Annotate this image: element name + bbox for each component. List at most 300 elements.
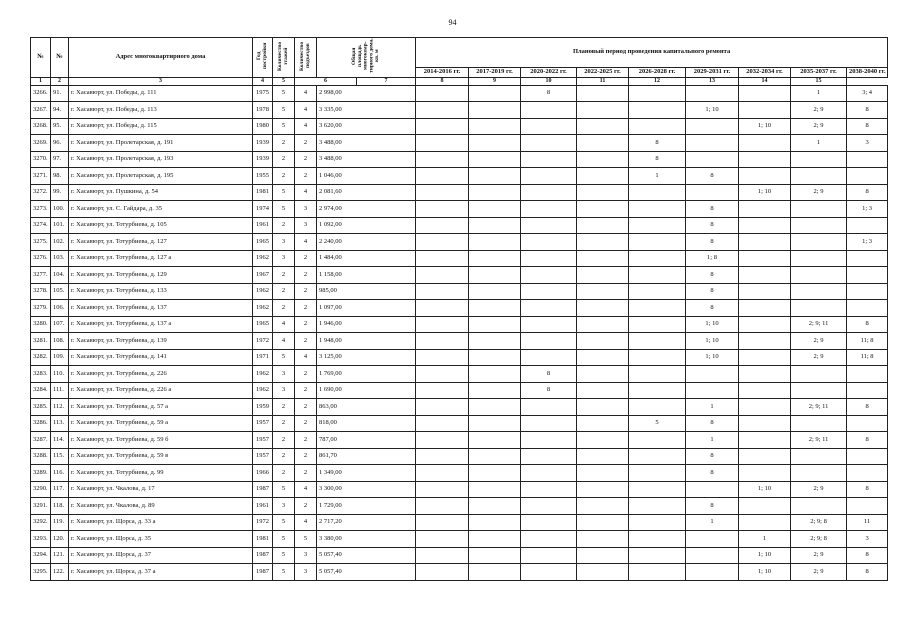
row-number: 3271. [31, 168, 51, 185]
year-cell: 1972 [253, 514, 273, 531]
period-cell [686, 135, 739, 152]
address-cell: г. Хасавюрт, ул. Пролетарская, д. 195 [69, 168, 253, 185]
floors-cell: 5 [273, 547, 295, 564]
period-cell [416, 217, 469, 234]
period-cell: 1; 10 [739, 481, 791, 498]
row-number: 3295. [31, 564, 51, 581]
local-number: 100. [51, 201, 69, 218]
period-cell [416, 102, 469, 119]
column-number: 10 [521, 77, 577, 85]
row-number: 3290. [31, 481, 51, 498]
period-cell: 2; 9; 11 [791, 432, 847, 449]
row-number: 3288. [31, 448, 51, 465]
period-cell [416, 267, 469, 284]
period-cell: 8 [847, 118, 888, 135]
period-cell [629, 267, 686, 284]
period-cell: 8 [847, 102, 888, 119]
address-cell: г. Хасавюрт, ул. Чкалова, д. 89 [69, 498, 253, 515]
year-cell: 1959 [253, 399, 273, 416]
address-cell: г. Хасавюрт, ул. Тотурбиева, д. 137 а [69, 316, 253, 333]
row-number: 3283. [31, 366, 51, 383]
period-cell [416, 118, 469, 135]
period-cell: 3 [847, 531, 888, 548]
period-cell [416, 234, 469, 251]
floors-cell: 2 [273, 399, 295, 416]
area-cell: 3 488,00 [317, 151, 416, 168]
row-number: 3282. [31, 349, 51, 366]
local-number: 121. [51, 547, 69, 564]
period-cell: 1; 10 [686, 333, 739, 350]
period-cell [739, 514, 791, 531]
area-cell: 1 948,00 [317, 333, 416, 350]
table-row [31, 283, 888, 300]
period-cell [791, 382, 847, 399]
address-cell: г. Хасавюрт, ул. Тотурбиева, д. 141 [69, 349, 253, 366]
period-cell [469, 283, 521, 300]
period-cell: 8 [686, 217, 739, 234]
period-cell [521, 547, 577, 564]
period-cell [521, 300, 577, 317]
area-cell: 5 057,40 [317, 547, 416, 564]
period-cell [469, 168, 521, 185]
year-cell: 1981 [253, 184, 273, 201]
period-cell: 3; 4 [847, 85, 888, 102]
period-cell [577, 349, 629, 366]
entrances-cell: 4 [295, 481, 317, 498]
period-cell [739, 432, 791, 449]
period-cell [686, 547, 739, 564]
floors-cell: 5 [273, 531, 295, 548]
entrances-cell: 2 [295, 465, 317, 482]
col-header-period: 2038-2040 гг. [847, 67, 888, 77]
period-cell [791, 201, 847, 218]
period-cell: 2; 9 [791, 118, 847, 135]
period-cell [686, 531, 739, 548]
table-row [31, 498, 888, 515]
period-cell [739, 85, 791, 102]
row-number: 3280. [31, 316, 51, 333]
area-cell: 1 158,00 [317, 267, 416, 284]
column-number: 7 [357, 77, 416, 85]
address-cell: г. Хасавюрт, ул. Тотурбиева, д. 133 [69, 283, 253, 300]
period-cell [577, 399, 629, 416]
period-cell [469, 382, 521, 399]
row-number: 3287. [31, 432, 51, 449]
period-cell: 8 [847, 399, 888, 416]
period-cell [469, 564, 521, 581]
floors-cell: 2 [273, 448, 295, 465]
period-cell [577, 465, 629, 482]
address-cell: г. Хасавюрт, ул. Пролетарская, д. 191 [69, 135, 253, 152]
period-cell [577, 316, 629, 333]
period-cell [521, 267, 577, 284]
period-cell: 8 [686, 234, 739, 251]
table-row [31, 201, 888, 218]
entrances-cell: 2 [295, 168, 317, 185]
period-cell [469, 481, 521, 498]
period-cell: 8 [629, 151, 686, 168]
period-cell [416, 547, 469, 564]
period-cell [577, 448, 629, 465]
period-cell [416, 250, 469, 267]
area-cell: 1 769,00 [317, 366, 416, 383]
table-row [31, 234, 888, 251]
period-cell: 8 [686, 283, 739, 300]
entrances-cell: 2 [295, 415, 317, 432]
address-cell: г. Хасавюрт, ул. Тотурбиева, д. 226 [69, 366, 253, 383]
period-cell: 2; 9 [791, 349, 847, 366]
address-cell: г. Хасавюрт, ул. Тотурбиева, д. 129 [69, 267, 253, 284]
period-cell: 8 [847, 547, 888, 564]
period-cell: 8 [847, 564, 888, 581]
period-cell: 1 [686, 399, 739, 416]
period-cell [739, 366, 791, 383]
entrances-cell: 5 [295, 531, 317, 548]
period-cell [521, 349, 577, 366]
period-cell: 8 [686, 498, 739, 515]
period-cell [791, 267, 847, 284]
period-cell [521, 399, 577, 416]
period-cell [629, 85, 686, 102]
table-row [31, 514, 888, 531]
year-cell: 1961 [253, 217, 273, 234]
period-cell [521, 432, 577, 449]
period-cell [847, 498, 888, 515]
year-cell: 1966 [253, 465, 273, 482]
row-number: 3293. [31, 531, 51, 548]
period-cell [577, 234, 629, 251]
period-cell [577, 547, 629, 564]
period-cell [416, 349, 469, 366]
local-number: 115. [51, 448, 69, 465]
period-cell: 1; 8 [686, 250, 739, 267]
period-cell: 2; 9 [791, 333, 847, 350]
period-cell [577, 366, 629, 383]
period-cell [521, 135, 577, 152]
period-cell: 2; 9 [791, 547, 847, 564]
address-cell: г. Хасавюрт, ул. Щорса, д. 33 а [69, 514, 253, 531]
period-cell: 8 [686, 465, 739, 482]
table-row [31, 564, 888, 581]
period-cell [847, 168, 888, 185]
period-cell: 2; 9 [791, 481, 847, 498]
period-cell [629, 514, 686, 531]
year-cell: 1939 [253, 151, 273, 168]
year-cell: 1962 [253, 366, 273, 383]
period-cell [469, 531, 521, 548]
table-row [31, 267, 888, 284]
local-number: 118. [51, 498, 69, 515]
period-cell [416, 415, 469, 432]
local-number: 91. [51, 85, 69, 102]
area-cell: 3 488,00 [317, 135, 416, 152]
address-cell: г. Хасавюрт, ул. Победы, д. 115 [69, 118, 253, 135]
period-cell [521, 217, 577, 234]
period-cell [416, 168, 469, 185]
period-cell: 11 [847, 514, 888, 531]
period-cell [521, 465, 577, 482]
area-cell: 5 057,40 [317, 564, 416, 581]
period-cell [469, 184, 521, 201]
period-cell [416, 316, 469, 333]
entrances-cell: 2 [295, 399, 317, 416]
col-header-period: 2020-2022 гг. [521, 67, 577, 77]
period-cell: 8 [847, 481, 888, 498]
entrances-cell: 2 [295, 382, 317, 399]
period-cell [521, 234, 577, 251]
table-row [31, 333, 888, 350]
period-cell: 8 [521, 366, 577, 383]
row-number: 3291. [31, 498, 51, 515]
entrances-cell: 3 [295, 547, 317, 564]
column-number: 5 [273, 77, 295, 85]
local-number: 110. [51, 366, 69, 383]
row-number: 3285. [31, 399, 51, 416]
entrances-cell: 3 [295, 564, 317, 581]
floors-cell: 3 [273, 382, 295, 399]
col-header-address: Адрес многоквартирного дома [69, 38, 253, 78]
period-cell [521, 151, 577, 168]
period-cell [791, 168, 847, 185]
table-row [31, 250, 888, 267]
period-cell [791, 465, 847, 482]
period-cell [577, 267, 629, 284]
year-cell: 1972 [253, 333, 273, 350]
period-cell [416, 135, 469, 152]
period-cell [469, 135, 521, 152]
period-cell: 1; 10 [739, 118, 791, 135]
period-cell [791, 250, 847, 267]
year-cell: 1974 [253, 201, 273, 218]
area-cell: 818,00 [317, 415, 416, 432]
period-cell [739, 349, 791, 366]
address-cell: г. Хасавюрт, ул. Победы, д. 111 [69, 85, 253, 102]
table-row [31, 531, 888, 548]
period-cell [791, 234, 847, 251]
year-cell: 1965 [253, 316, 273, 333]
local-number: 105. [51, 283, 69, 300]
row-number: 3274. [31, 217, 51, 234]
period-cell: 3 [847, 135, 888, 152]
period-cell [469, 234, 521, 251]
period-cell: 11; 8 [847, 349, 888, 366]
column-number: 11 [577, 77, 629, 85]
floors-cell: 2 [273, 415, 295, 432]
period-cell [577, 250, 629, 267]
period-cell [577, 531, 629, 548]
period-cell [416, 283, 469, 300]
year-cell: 1981 [253, 531, 273, 548]
period-cell [469, 217, 521, 234]
period-cell [629, 250, 686, 267]
local-number: 104. [51, 267, 69, 284]
entrances-cell: 4 [295, 85, 317, 102]
period-cell [629, 118, 686, 135]
column-number: 15 [791, 77, 847, 85]
column-number: 6 [295, 77, 357, 85]
period-cell [791, 448, 847, 465]
period-cell [739, 382, 791, 399]
col-header-period: 2017-2019 гг. [469, 67, 521, 77]
period-cell: 8 [686, 168, 739, 185]
period-cell: 8 [686, 201, 739, 218]
local-number: 111. [51, 382, 69, 399]
period-cell [416, 564, 469, 581]
year-cell: 1961 [253, 498, 273, 515]
period-cell [469, 333, 521, 350]
period-cell [629, 349, 686, 366]
area-cell: 3 620,00 [317, 118, 416, 135]
period-cell [739, 201, 791, 218]
area-cell: 1 690,00 [317, 382, 416, 399]
period-cell [469, 366, 521, 383]
period-cell [791, 415, 847, 432]
column-number: 13 [686, 77, 739, 85]
period-cell [577, 135, 629, 152]
local-number: 116. [51, 465, 69, 482]
entrances-cell: 2 [295, 283, 317, 300]
col-header-no2: № [51, 38, 69, 78]
period-cell [629, 201, 686, 218]
row-number: 3266. [31, 85, 51, 102]
col-header-period: 2026-2028 гг. [629, 67, 686, 77]
col-header-period: 2029-2031 гг. [686, 67, 739, 77]
row-number: 3292. [31, 514, 51, 531]
area-cell: 3 300,00 [317, 481, 416, 498]
row-number: 3272. [31, 184, 51, 201]
year-cell: 1967 [253, 267, 273, 284]
period-cell [521, 184, 577, 201]
column-number: 12 [629, 77, 686, 85]
column-number: 2 [51, 77, 69, 85]
area-cell: 1 484,00 [317, 250, 416, 267]
period-cell [416, 514, 469, 531]
col-header-no1: № [31, 38, 51, 78]
period-cell [791, 283, 847, 300]
period-cell [629, 399, 686, 416]
local-number: 109. [51, 349, 69, 366]
row-number: 3273. [31, 201, 51, 218]
floors-cell: 5 [273, 102, 295, 119]
year-cell: 1965 [253, 234, 273, 251]
local-number: 112. [51, 399, 69, 416]
entrances-cell: 2 [295, 135, 317, 152]
period-cell [577, 514, 629, 531]
row-number: 3268. [31, 118, 51, 135]
period-cell [469, 498, 521, 515]
floors-cell: 3 [273, 366, 295, 383]
period-cell [577, 217, 629, 234]
period-cell [521, 283, 577, 300]
period-cell [469, 201, 521, 218]
local-number: 113. [51, 415, 69, 432]
period-cell [577, 498, 629, 515]
local-number: 97. [51, 151, 69, 168]
local-number: 99. [51, 184, 69, 201]
period-cell [629, 316, 686, 333]
floors-cell: 5 [273, 514, 295, 531]
floors-cell: 4 [273, 333, 295, 350]
period-cell [577, 151, 629, 168]
period-cell [739, 151, 791, 168]
period-cell: 1 [739, 531, 791, 548]
year-cell: 1987 [253, 564, 273, 581]
entrances-cell: 2 [295, 316, 317, 333]
address-cell: г. Хасавюрт, ул. Победы, д. 113 [69, 102, 253, 119]
period-cell: 8 [686, 415, 739, 432]
period-cell [629, 432, 686, 449]
period-cell [577, 168, 629, 185]
local-number: 108. [51, 333, 69, 350]
period-cell [521, 498, 577, 515]
area-cell: 2 240,00 [317, 234, 416, 251]
period-cell [791, 151, 847, 168]
local-number: 122. [51, 564, 69, 581]
period-cell [739, 217, 791, 234]
floors-cell: 5 [273, 201, 295, 218]
floors-cell: 5 [273, 481, 295, 498]
period-cell [577, 300, 629, 317]
period-cell [629, 283, 686, 300]
floors-cell: 2 [273, 432, 295, 449]
year-cell: 1955 [253, 168, 273, 185]
period-cell [739, 333, 791, 350]
period-cell [416, 432, 469, 449]
period-cell [791, 300, 847, 317]
period-cell [521, 168, 577, 185]
period-cell [791, 366, 847, 383]
entrances-cell: 4 [295, 514, 317, 531]
period-cell [521, 333, 577, 350]
period-cell [521, 201, 577, 218]
address-cell: г. Хасавюрт, ул. Щорса, д. 37 а [69, 564, 253, 581]
period-cell [521, 118, 577, 135]
period-cell [577, 564, 629, 581]
address-cell: г. Хасавюрт, ул. Щорса, д. 35 [69, 531, 253, 548]
period-cell [521, 102, 577, 119]
period-cell [686, 151, 739, 168]
floors-cell: 2 [273, 465, 295, 482]
period-cell [577, 333, 629, 350]
period-cell [469, 267, 521, 284]
area-cell: 2 081,60 [317, 184, 416, 201]
column-number: 8 [416, 77, 469, 85]
entrances-cell: 2 [295, 267, 317, 284]
period-cell: 8 [686, 448, 739, 465]
period-cell: 2; 9 [791, 102, 847, 119]
entrances-cell: 2 [295, 250, 317, 267]
area-cell: 787,00 [317, 432, 416, 449]
col-header-entrances: Количество подъездов [295, 38, 317, 78]
period-cell [686, 564, 739, 581]
local-number: 94. [51, 102, 69, 119]
period-cell [629, 184, 686, 201]
period-cell [739, 234, 791, 251]
period-cell: 11; 8 [847, 333, 888, 350]
period-cell [416, 465, 469, 482]
table-row [31, 465, 888, 482]
period-cell [847, 448, 888, 465]
period-cell [577, 102, 629, 119]
table-row [31, 135, 888, 152]
local-number: 103. [51, 250, 69, 267]
address-cell: г. Хасавюрт, ул. Тотурбиева, д. 139 [69, 333, 253, 350]
period-cell [629, 481, 686, 498]
period-cell [847, 366, 888, 383]
period-cell: 2; 9; 11 [791, 399, 847, 416]
year-cell: 1971 [253, 349, 273, 366]
period-cell [469, 118, 521, 135]
